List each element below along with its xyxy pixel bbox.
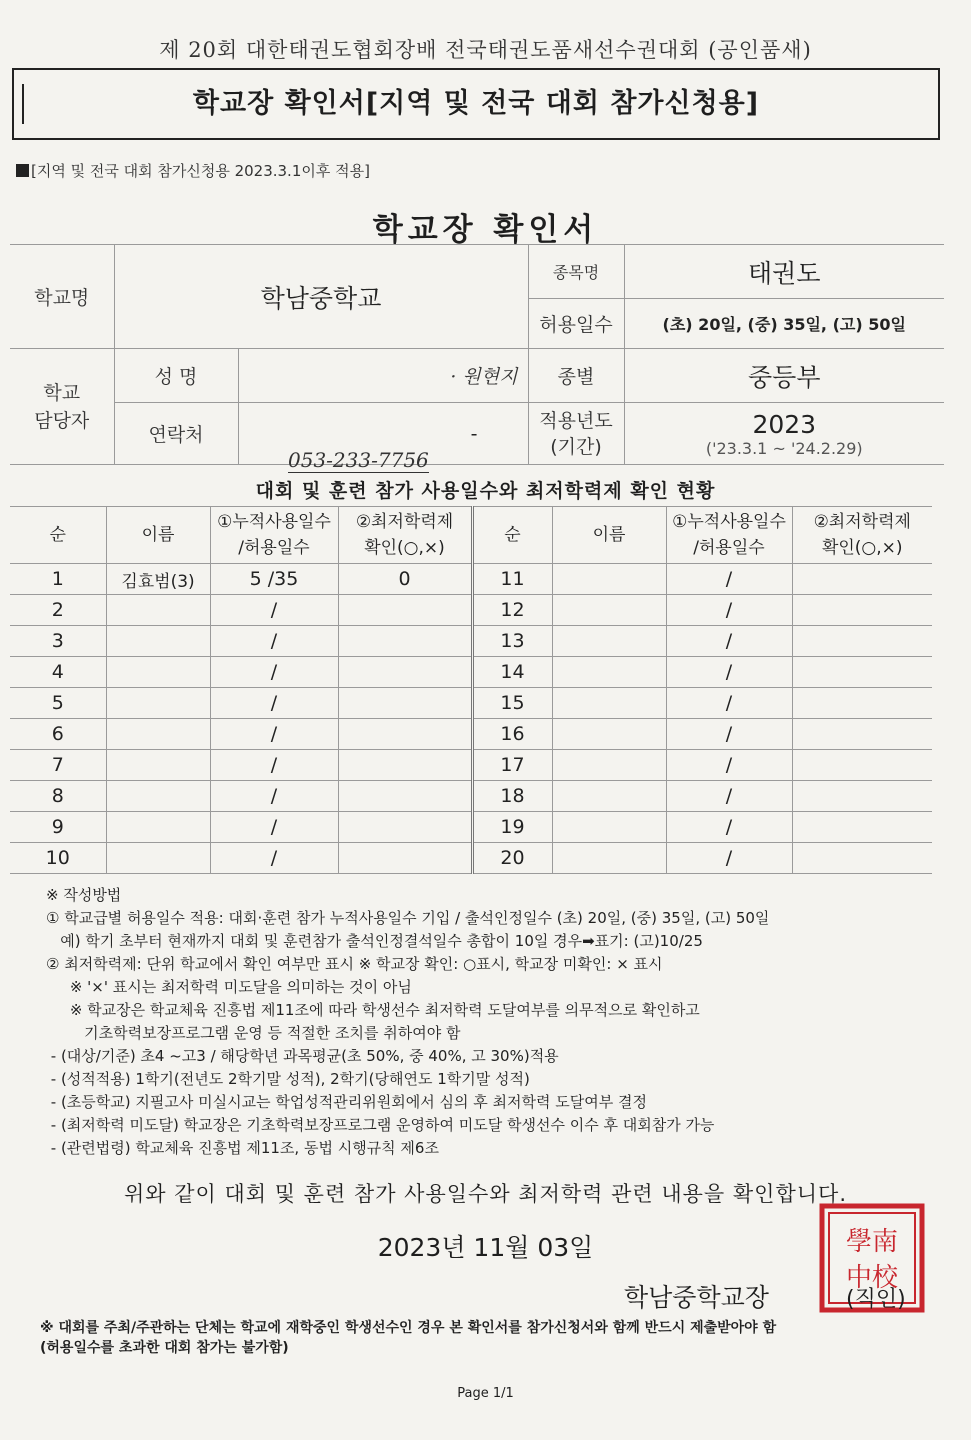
row-name xyxy=(106,626,210,657)
row-check xyxy=(338,595,472,626)
row-days: / xyxy=(210,719,338,750)
row-days: 5 /35 xyxy=(210,564,338,595)
applicability-note xyxy=(16,160,370,181)
col-no-left: 순 xyxy=(10,507,106,564)
row-name xyxy=(552,564,666,595)
row-check xyxy=(792,564,932,595)
row-check xyxy=(792,843,932,874)
row-days: / xyxy=(210,626,338,657)
applicability-note-text: [지역 및 전국 대회 참가신청용 2023.3.1이후 적용] xyxy=(31,162,370,180)
row-days: / xyxy=(210,781,338,812)
page-title: 학교장 확인서 xyxy=(372,212,599,248)
row-no: 19 xyxy=(472,812,552,843)
col-check-left: ②최저학력제 확인(○,×) xyxy=(338,507,472,564)
row-check xyxy=(338,719,472,750)
instruction-line: 기초학력보장프로그램 운영 등 적절한 조치를 취하여야 함 xyxy=(46,1024,461,1042)
table-row xyxy=(10,843,932,874)
row-no: 2 xyxy=(10,595,106,626)
instruction-line: ※ '×' 표시는 최저학력 미도달을 의미하는 것이 아님 xyxy=(46,978,412,996)
row-no: 3 xyxy=(10,626,106,657)
svg-text:學南: 學南 xyxy=(845,1227,899,1257)
row-no: 5 xyxy=(10,688,106,719)
row-name xyxy=(106,688,210,719)
page-number: Page 1/1 xyxy=(457,1386,514,1401)
school-label: 학교명 xyxy=(10,245,114,349)
row-days: / xyxy=(210,595,338,626)
row-days: / xyxy=(666,781,792,812)
row-no: 8 xyxy=(10,781,106,812)
row-no: 1 xyxy=(10,564,106,595)
row-check xyxy=(338,750,472,781)
row-check xyxy=(792,812,932,843)
row-check xyxy=(792,750,932,781)
row-no: 16 xyxy=(472,719,552,750)
row-days: / xyxy=(666,688,792,719)
row-no: 15 xyxy=(472,688,552,719)
table-row xyxy=(10,595,932,626)
contact-label: 연락처 xyxy=(114,403,238,465)
name-value: · 원현지 xyxy=(238,349,528,403)
table-row xyxy=(10,688,932,719)
col-days-right: ①누적사용일수 /허용일수 xyxy=(666,507,792,564)
row-days: / xyxy=(666,750,792,781)
row-days: / xyxy=(666,626,792,657)
allowed-days-value: (초) 20일, (중) 35일, (고) 50일 xyxy=(624,299,944,349)
row-check xyxy=(338,843,472,874)
seal-label: (직인) xyxy=(846,1287,906,1312)
table-row xyxy=(10,750,932,781)
row-no: 11 xyxy=(472,564,552,595)
instruction-line: ※ 작성방법 xyxy=(46,886,122,904)
row-check xyxy=(338,688,472,719)
category-value: 중등부 xyxy=(624,349,944,403)
svg-text:中校: 中校 xyxy=(845,1263,899,1293)
table-heading: 대회 및 훈련 참가 사용일수와 최저학력제 확인 현황 xyxy=(255,480,716,502)
row-name xyxy=(552,781,666,812)
footnote-line: (허용일수를 초과한 대회 참가는 불가함) xyxy=(40,1340,289,1356)
row-days: / xyxy=(666,564,792,595)
instruction-line: - (대상/기준) 초4 ~고3 / 해당학년 과목평균(초 50%, 중 40%, 고 30%)적용 xyxy=(46,1047,559,1065)
footnote-line: ※ 대회를 주최/주관하는 단체는 학교에 재학중인 학생선수인 경우 본 확인서를 참가신청서와 함께 반드시 제출받아야 함 xyxy=(40,1320,777,1336)
participation-table xyxy=(10,506,932,874)
instruction-line: ※ 학교장은 학교체육 진흥법 제11조에 따라 학생선수 최저학력 도달여부를 의무적으로 확인하고 xyxy=(46,1001,700,1019)
table-row xyxy=(10,564,932,595)
row-no: 10 xyxy=(10,843,106,874)
row-check xyxy=(338,626,472,657)
row-check xyxy=(792,781,932,812)
row-no: 12 xyxy=(472,595,552,626)
square-bullet-icon xyxy=(16,164,29,177)
row-no: 7 xyxy=(10,750,106,781)
table-row xyxy=(10,812,932,843)
row-name xyxy=(552,626,666,657)
year-cell xyxy=(624,403,944,465)
row-check xyxy=(338,781,472,812)
row-days: / xyxy=(210,812,338,843)
school-value: 학남중학교 xyxy=(114,245,528,349)
row-check xyxy=(792,595,932,626)
contact-value: 053-233-7756 xyxy=(288,448,429,472)
instruction-line: 예) 학기 초부터 현재까지 대회 및 훈련참가 출석인정결석일수 총합이 10일 경우➡표기: (고)10/25 xyxy=(46,932,703,950)
row-no: 17 xyxy=(472,750,552,781)
row-days: / xyxy=(666,843,792,874)
row-no: 4 xyxy=(10,657,106,688)
competition-title: 제 20회 대한태권도협회장배 전국태권도품새선수권대회 (공인품새) xyxy=(159,38,812,62)
row-no: 18 xyxy=(472,781,552,812)
row-days: / xyxy=(666,812,792,843)
row-name xyxy=(552,719,666,750)
row-name xyxy=(552,595,666,626)
year-label: 적용년도 (기간) xyxy=(528,403,624,465)
sport-value: 태권도 xyxy=(624,245,944,299)
row-check xyxy=(338,657,472,688)
row-check xyxy=(792,719,932,750)
manager-label: 학교 담당자 xyxy=(10,349,114,465)
col-no-right: 순 xyxy=(472,507,552,564)
row-no: 6 xyxy=(10,719,106,750)
row-check xyxy=(792,626,932,657)
info-table xyxy=(10,244,944,465)
row-days: / xyxy=(666,657,792,688)
sport-label: 종목명 xyxy=(528,245,624,299)
row-name: 김효범(3) xyxy=(106,564,210,595)
instruction-line: ① 학교급별 허용일수 적용: 대회·훈련 참가 누적사용일수 기입 / 출석인정일수 (초) 20일, (중) 35일, (고) 50일 xyxy=(46,909,770,927)
row-no: 9 xyxy=(10,812,106,843)
row-name xyxy=(106,595,210,626)
row-days: / xyxy=(210,688,338,719)
row-days: / xyxy=(210,843,338,874)
row-name xyxy=(552,812,666,843)
table-row xyxy=(10,781,932,812)
table-row xyxy=(10,719,932,750)
col-days-left: ①누적사용일수 /허용일수 xyxy=(210,507,338,564)
instruction-line: - (최저학력 미도달) 학교장은 기초학력보장프로그램 운영하여 미도달 학생선수 이수 후 대회참가 가능 xyxy=(46,1116,715,1134)
instruction-line: - (성적적용) 1학기(전년도 2학기말 성적), 2학기(당해연도 1학기말 성적) xyxy=(46,1070,530,1088)
row-days: / xyxy=(210,750,338,781)
document-date: 2023년 11월 03일 xyxy=(377,1233,594,1262)
col-name-left: 이름 xyxy=(106,507,210,564)
row-check xyxy=(338,812,472,843)
table-row xyxy=(10,657,932,688)
row-days: / xyxy=(210,657,338,688)
row-name xyxy=(106,719,210,750)
instruction-line: - (초등학교) 지필고사 미실시교는 학업성적관리위원회에서 심의 후 최저학력 도달여부 결정 xyxy=(46,1093,647,1111)
row-name xyxy=(106,781,210,812)
row-no: 20 xyxy=(472,843,552,874)
row-name xyxy=(552,657,666,688)
instruction-line: - (관련법령) 학교체육 진흥법 제11조, 동법 시행규칙 제6조 xyxy=(46,1139,439,1157)
instruction-line: ② 최저학력제: 단위 학교에서 확인 여부만 표시 ※ 학교장 확인: ○표시, 학교장 미확인: × 표시 xyxy=(46,955,663,973)
instructions xyxy=(46,884,946,1160)
document-box-title: 학교장 확인서[지역 및 전국 대회 참가신청용] xyxy=(12,68,940,140)
row-name xyxy=(106,657,210,688)
principal-name: 학남중학교장 xyxy=(624,1283,769,1312)
row-days: / xyxy=(666,719,792,750)
name-label: 성 명 xyxy=(114,349,238,403)
row-check xyxy=(792,688,932,719)
row-check xyxy=(792,657,932,688)
row-name xyxy=(106,750,210,781)
col-check-right: ②최저학력제 확인(○,×) xyxy=(792,507,932,564)
row-name xyxy=(106,812,210,843)
period-value: ('23.3.1 ~ '24.2.29) xyxy=(705,438,863,458)
table-row xyxy=(10,626,932,657)
row-name xyxy=(552,688,666,719)
contact-dash: - xyxy=(238,403,528,465)
row-no: 13 xyxy=(472,626,552,657)
row-name xyxy=(552,750,666,781)
allowed-days-label: 허용일수 xyxy=(528,299,624,349)
row-name xyxy=(106,843,210,874)
row-check: 0 xyxy=(338,564,472,595)
year-value: 2023 xyxy=(752,409,817,439)
row-days: / xyxy=(666,595,792,626)
category-label: 종별 xyxy=(528,349,624,403)
row-no: 14 xyxy=(472,657,552,688)
col-name-right: 이름 xyxy=(552,507,666,564)
footnote xyxy=(40,1318,776,1358)
row-name xyxy=(552,843,666,874)
confirmation-statement: 위와 같이 대회 및 훈련 참가 사용일수와 최저학력 관련 내용을 확인합니다. xyxy=(123,1182,847,1206)
